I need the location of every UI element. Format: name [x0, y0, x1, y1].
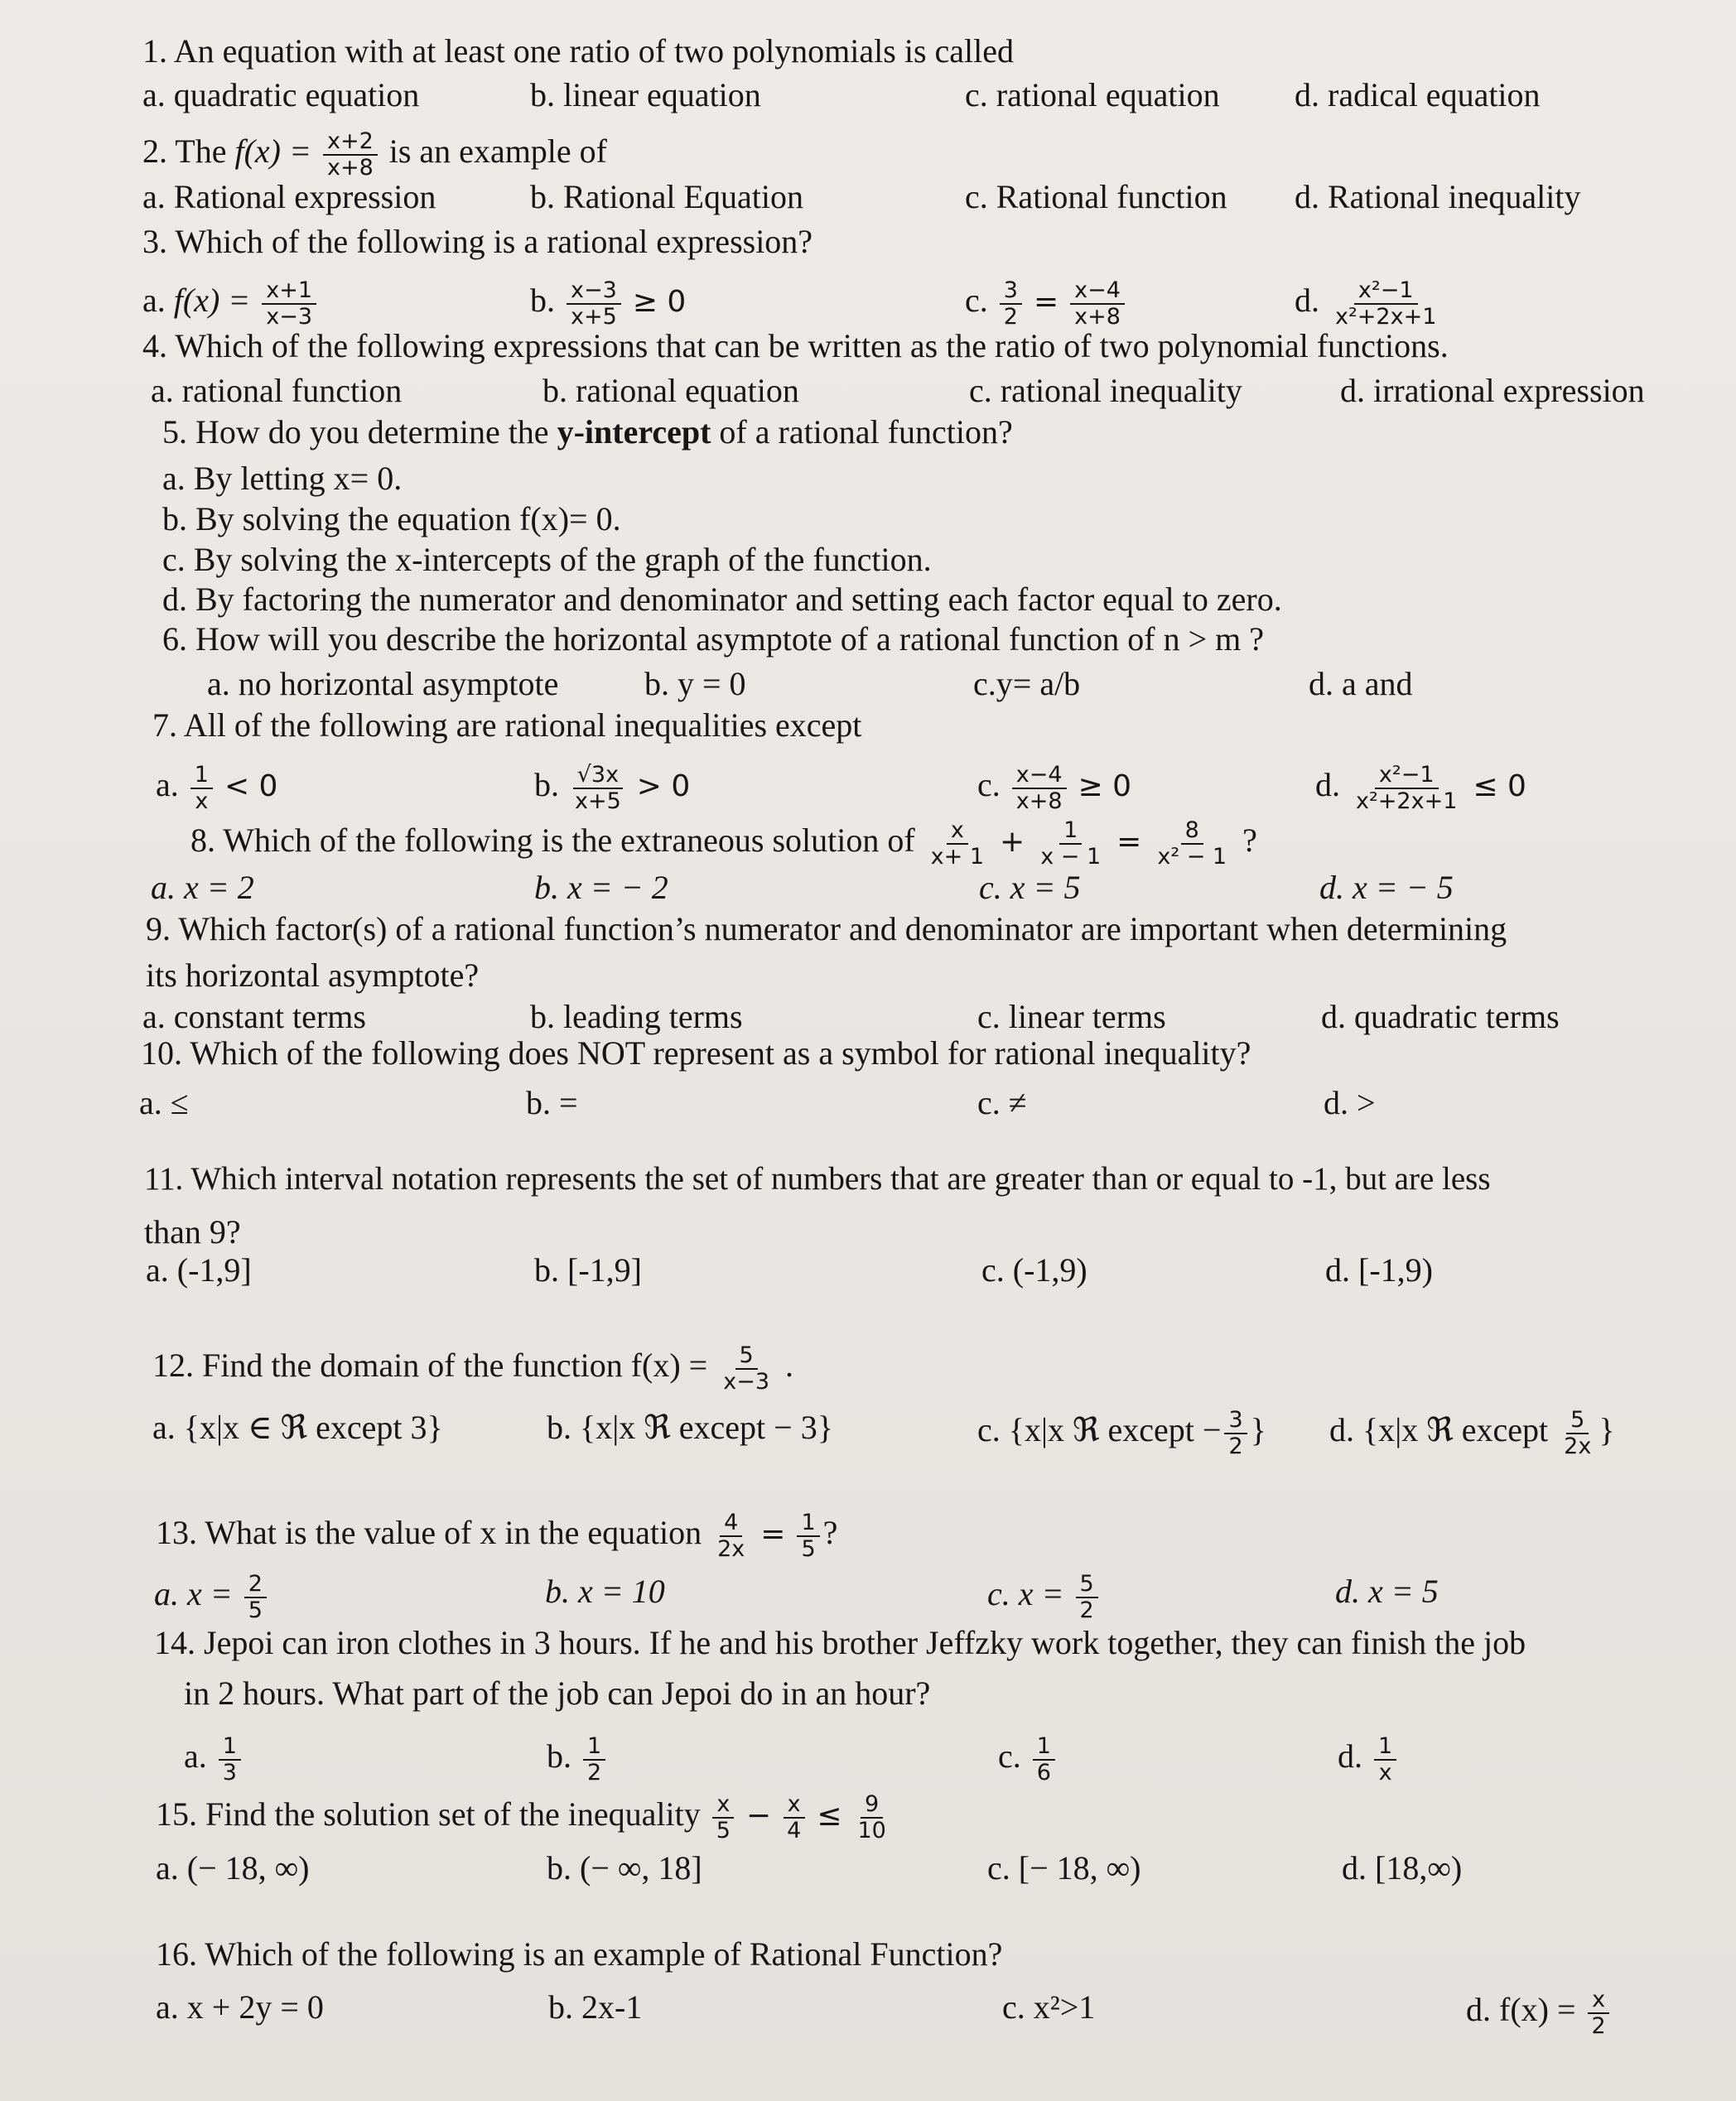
fraction — [1012, 763, 1067, 814]
fraction — [797, 1511, 819, 1562]
numerator: 1 — [1033, 1734, 1055, 1761]
numerator: 8 — [1181, 818, 1203, 845]
fraction — [262, 278, 316, 330]
question-16 — [0, 1935, 1736, 1973]
numerator: 5 — [1566, 1408, 1589, 1434]
option-c — [965, 278, 1128, 330]
question-2 — [0, 128, 1736, 181]
option-b: b. Rational Equation — [530, 178, 803, 215]
numerator: 1 — [583, 1734, 605, 1761]
denominator: x+8 — [326, 155, 374, 181]
option-c: c.y= a/b — [973, 665, 1081, 702]
question-9 — [0, 910, 1736, 947]
option-a: a. constant terms — [142, 998, 366, 1035]
denominator: 2 — [1079, 1597, 1094, 1623]
fraction — [1331, 278, 1440, 330]
question-14-options — [0, 1733, 1736, 1785]
denominator: 5 — [248, 1597, 263, 1623]
question-4-options — [0, 372, 1736, 409]
question-mark: ? — [1242, 822, 1257, 860]
question-stem — [156, 1792, 894, 1843]
stem-text: 15. Find the solution set of the inequality — [156, 1795, 701, 1834]
fraction — [1036, 818, 1105, 870]
question-12 — [0, 1342, 1736, 1395]
question-stem: 7. All of the following are rational inequalities except — [152, 706, 862, 744]
fraction — [1153, 818, 1231, 870]
denominator: 5 — [716, 1818, 731, 1843]
option-text: d. f(x) = — [1466, 1991, 1576, 2029]
option-a: a. x + 2y = 0 — [156, 1988, 324, 2026]
option-a — [154, 1572, 270, 1623]
question-6 — [0, 620, 1736, 658]
minus-sign: − — [745, 1799, 772, 1834]
option-text: c. {x|x ℜ except − — [977, 1411, 1222, 1449]
question-11-stem-2 — [0, 1213, 1736, 1250]
question-14 — [0, 1624, 1736, 1661]
option-a: a. By letting x= 0. — [162, 460, 403, 497]
equals-sign: = — [1116, 825, 1142, 860]
question-stem: 14. Jepoi can iron clothes in 3 hours. If he and his brother Jeffzky work together, they can finish the job — [154, 1624, 1526, 1661]
option-a — [142, 278, 320, 330]
question-8 — [0, 817, 1736, 870]
option-label: a. — [184, 1737, 207, 1776]
fraction — [783, 1792, 805, 1843]
denominator: x+8 — [1015, 788, 1063, 814]
question-11 — [0, 1161, 1736, 1197]
function-name: f(x) = — [234, 133, 311, 171]
option-d: d. quadratic terms — [1321, 998, 1560, 1035]
numerator: 3 — [1000, 278, 1022, 305]
denominator: 2x — [1564, 1434, 1592, 1459]
equals-sign: = — [760, 1517, 786, 1552]
question-1-options — [0, 76, 1736, 113]
option-b: b. linear equation — [530, 76, 761, 113]
option-label: c. — [965, 282, 988, 320]
function-name: f(x) = — [173, 282, 251, 320]
option-c: c. By solving the x-intercepts of the graph of the function. — [162, 541, 932, 578]
question-stem: 4. Which of the following expressions that can be written as the ratio of two polynomial functions. — [142, 327, 1449, 364]
numerator: 5 — [1076, 1572, 1098, 1598]
option-b: b. leading terms — [530, 998, 743, 1035]
option-c — [998, 1734, 1058, 1785]
option-b: b. [-1,9] — [534, 1251, 642, 1289]
question-4 — [0, 327, 1736, 364]
question-stem — [162, 412, 1013, 452]
option-b: b. x = 10 — [545, 1573, 665, 1610]
option-b — [530, 278, 686, 330]
numerator: x+1 — [262, 278, 316, 305]
option-d: d. [18,∞) — [1342, 1849, 1463, 1887]
fraction — [567, 278, 621, 330]
fraction — [719, 1343, 774, 1395]
denominator: 6 — [1036, 1760, 1051, 1785]
option-c — [977, 763, 1131, 814]
numerator: x−3 — [567, 278, 621, 305]
question-stem: 9. Which factor(s) of a rational function’s numerator and denominator are important when determining — [146, 910, 1507, 947]
question-3 — [0, 223, 1736, 260]
relation: < 0 — [224, 769, 278, 804]
numerator: 9 — [861, 1792, 883, 1819]
question-stem: 3. Which of the following is a rational expression? — [142, 223, 813, 260]
numerator: 4 — [720, 1511, 742, 1537]
denominator: x−3 — [266, 304, 313, 330]
stem-pre: 2. The — [142, 133, 227, 171]
equals-sign: = — [1033, 285, 1059, 320]
question-stem: 1. An equation with at least one ratio of two polynomials is called — [142, 32, 1015, 70]
option-b: b. (− ∞, 18] — [547, 1849, 702, 1887]
fraction — [1560, 1408, 1595, 1459]
option-d: d. > — [1324, 1084, 1376, 1121]
fraction — [1033, 1734, 1055, 1785]
question-stem — [190, 818, 1257, 870]
question-stem — [156, 1511, 837, 1562]
option-c: c. [− 18, ∞) — [987, 1849, 1141, 1887]
option-a: a. ≤ — [139, 1084, 189, 1121]
stem-post: is an example of — [388, 133, 607, 171]
stem-text: 13. What is the value of x in the equation — [156, 1514, 702, 1552]
question-15 — [0, 1791, 1736, 1843]
option-label: d. — [1315, 766, 1340, 804]
stem-bold: y-intercept — [557, 413, 711, 451]
plus-sign: + — [1000, 825, 1025, 860]
question-stem: 10. Which of the following does NOT represent as a symbol for rational inequality? — [141, 1034, 1251, 1072]
denominator: x — [1378, 1760, 1392, 1785]
option-text: a. x = — [154, 1575, 233, 1613]
relation: > 0 — [636, 769, 691, 804]
numerator: x — [784, 1792, 805, 1819]
option-c: c. (-1,9) — [981, 1251, 1087, 1289]
numerator: 1 — [190, 763, 213, 789]
numerator: 1 — [1374, 1734, 1396, 1761]
question-5 — [0, 413, 1736, 451]
question-3-options — [0, 277, 1736, 330]
option-a: a. no horizontal asymptote — [207, 665, 559, 702]
option-d — [1315, 763, 1526, 814]
relation: ≤ — [817, 1799, 842, 1834]
fraction — [1076, 1572, 1098, 1623]
fraction — [712, 1792, 735, 1843]
denominator: 4 — [787, 1818, 802, 1843]
option-d: d. a and — [1309, 665, 1413, 702]
denominator: 2 — [1003, 304, 1018, 330]
stem-post: of a rational function? — [711, 413, 1013, 451]
denominator: 3 — [222, 1760, 237, 1785]
option-label: a. — [156, 766, 179, 804]
option-b: b. 2x-1 — [548, 1988, 643, 2026]
option-b: b. = — [526, 1084, 578, 1121]
option-d: d. [-1,9) — [1325, 1251, 1433, 1289]
option-d: d. x = 5 — [1335, 1573, 1439, 1610]
denominator: 10 — [857, 1818, 886, 1843]
option-label: b. — [534, 766, 559, 804]
fraction — [583, 1734, 605, 1785]
option-label: d. — [1338, 1737, 1362, 1776]
question-stem-continued: than 9? — [144, 1213, 241, 1250]
question-10 — [0, 1034, 1736, 1072]
question-7 — [0, 706, 1736, 744]
relation: ≤ 0 — [1473, 769, 1526, 804]
fraction — [219, 1734, 241, 1785]
denominator: x²+2x+1 — [1335, 304, 1437, 330]
question-15-options — [0, 1849, 1736, 1887]
option-d: d. irrational expression — [1340, 372, 1645, 409]
fraction — [853, 1792, 890, 1843]
option-b — [547, 1734, 609, 1785]
option-d: d. By factoring the numerator and denominator and setting each factor equal to zero. — [162, 581, 1282, 618]
denominator: x — [195, 788, 209, 814]
option-d: d. Rational inequality — [1295, 178, 1581, 215]
question-5-option-c — [0, 541, 1736, 578]
option-c: c. x = 5 — [979, 869, 1081, 906]
question-8-options — [0, 869, 1736, 906]
numerator: x²−1 — [1354, 278, 1418, 305]
numerator: 3 — [1224, 1408, 1247, 1434]
fraction — [244, 1572, 267, 1623]
fraction — [1588, 1988, 1610, 2039]
option-d — [1295, 278, 1444, 330]
relation: ≥ 0 — [1078, 769, 1132, 804]
option-c: c. linear terms — [977, 998, 1166, 1035]
denominator: 2x — [717, 1536, 745, 1562]
option-b — [534, 763, 690, 814]
question-1 — [0, 32, 1736, 70]
option-c: c. ≠ — [977, 1084, 1027, 1121]
option-c: c. rational equation — [965, 76, 1220, 113]
option-a: a. x = 2 — [151, 869, 254, 906]
fraction — [571, 763, 625, 814]
option-d — [1329, 1408, 1615, 1459]
denominator: 2 — [587, 1760, 602, 1785]
question-stem: 16. Which of the following is an example of Rational Function? — [156, 1935, 1003, 1973]
numerator: x−4 — [1070, 278, 1125, 305]
fraction — [1070, 278, 1125, 330]
numerator: 2 — [244, 1572, 267, 1598]
fraction — [190, 763, 213, 814]
option-b: b. y = 0 — [644, 665, 746, 702]
option-b: b. rational equation — [542, 372, 799, 409]
denominator: x+ 1 — [930, 844, 985, 870]
numerator: x — [947, 818, 968, 845]
numerator: x — [1588, 1988, 1609, 2014]
denominator: x² − 1 — [1157, 844, 1227, 870]
question-mark: ? — [822, 1514, 838, 1552]
numerator: x²−1 — [1375, 763, 1439, 789]
numerator: x+2 — [323, 129, 378, 156]
question-6-options — [0, 665, 1736, 702]
numerator: x−4 — [1012, 763, 1067, 789]
option-label: c. — [977, 766, 1001, 804]
fraction — [1224, 1408, 1247, 1459]
question-16-options — [0, 1987, 1736, 2039]
stem-text: 12. Find the domain of the function f(x) = — [152, 1347, 708, 1385]
option-text-end: } — [1250, 1411, 1266, 1449]
stem-end: . — [785, 1347, 793, 1385]
question-12-options — [0, 1407, 1736, 1459]
question-11-options — [0, 1251, 1736, 1289]
option-label: a. — [142, 282, 166, 320]
option-a: a. (-1,9] — [146, 1251, 252, 1289]
fraction — [1352, 763, 1461, 814]
option-a — [184, 1734, 244, 1785]
option-c: c. rational inequality — [969, 372, 1242, 409]
fraction — [1374, 1734, 1396, 1785]
fraction — [713, 1511, 749, 1562]
numerator: √3x — [573, 763, 623, 789]
relation: ≥ 0 — [632, 285, 687, 320]
stem-text: 8. Which of the following is the extraneous solution of — [190, 822, 915, 860]
option-c — [987, 1572, 1102, 1623]
question-stem — [152, 1343, 793, 1395]
question-stem: 11. Which interval notation represents the set of numbers that are greater than or equal to -1, but are less — [144, 1161, 1491, 1197]
option-d — [1338, 1734, 1400, 1785]
option-b: b. x = − 2 — [534, 869, 668, 906]
option-a: a. {x|x ∈ ℜ except 3} — [152, 1409, 443, 1446]
question-13 — [0, 1510, 1736, 1562]
option-text: c. x = — [987, 1575, 1064, 1613]
denominator: x−3 — [723, 1369, 769, 1395]
fraction — [927, 818, 988, 870]
question-stem: 6. How will you describe the horizontal asymptote of a rational function of n > m ? — [162, 620, 1264, 658]
question-13-options — [0, 1571, 1736, 1623]
denominator: x − 1 — [1040, 844, 1102, 870]
option-text-end: } — [1599, 1411, 1615, 1449]
numerator: 1 — [219, 1734, 241, 1761]
option-label: b. — [530, 282, 555, 320]
stem-pre: 5. How do you determine the — [162, 413, 557, 451]
numerator: 5 — [735, 1343, 758, 1370]
fraction — [323, 129, 378, 181]
option-text: d. {x|x ℜ except — [1329, 1411, 1549, 1449]
option-d — [1466, 1988, 1613, 2039]
question-stem-continued: in 2 hours. What part of the job can Jepoi do in an hour? — [184, 1675, 931, 1712]
denominator: x+5 — [571, 304, 617, 330]
option-c: c. Rational function — [965, 178, 1227, 215]
option-b: b. {x|x ℜ except − 3} — [547, 1409, 833, 1446]
option-c: c. x²>1 — [1002, 1988, 1096, 2026]
denominator: x+5 — [575, 788, 621, 814]
option-a — [156, 763, 277, 814]
denominator: 5 — [801, 1536, 816, 1562]
option-a: a. quadratic equation — [142, 76, 420, 113]
question-stem-continued: its horizontal asymptote? — [146, 957, 480, 994]
numerator: 1 — [1059, 818, 1082, 845]
question-2-options — [0, 178, 1736, 215]
numerator: x — [712, 1792, 734, 1819]
numerator: 1 — [797, 1511, 819, 1537]
question-10-options — [0, 1084, 1736, 1121]
denominator: 2 — [1228, 1434, 1243, 1459]
denominator: x²+2x+1 — [1356, 788, 1458, 814]
option-b: b. By solving the equation f(x)= 0. — [162, 500, 621, 537]
option-d: d. x = − 5 — [1319, 869, 1454, 906]
denominator: x+8 — [1074, 304, 1121, 330]
option-label: b. — [547, 1737, 571, 1776]
option-label: c. — [998, 1737, 1021, 1776]
fraction — [1000, 278, 1022, 330]
option-a: a. Rational expression — [142, 178, 436, 215]
question-stem — [142, 129, 607, 181]
option-a: a. (− 18, ∞) — [156, 1849, 310, 1887]
question-5-option-b — [0, 500, 1736, 537]
option-d: d. radical equation — [1295, 76, 1541, 113]
question-9-options — [0, 998, 1736, 1035]
option-label: d. — [1295, 282, 1319, 320]
option-a: a. rational function — [151, 372, 403, 409]
denominator: 2 — [1591, 2013, 1606, 2039]
option-c — [977, 1408, 1266, 1459]
